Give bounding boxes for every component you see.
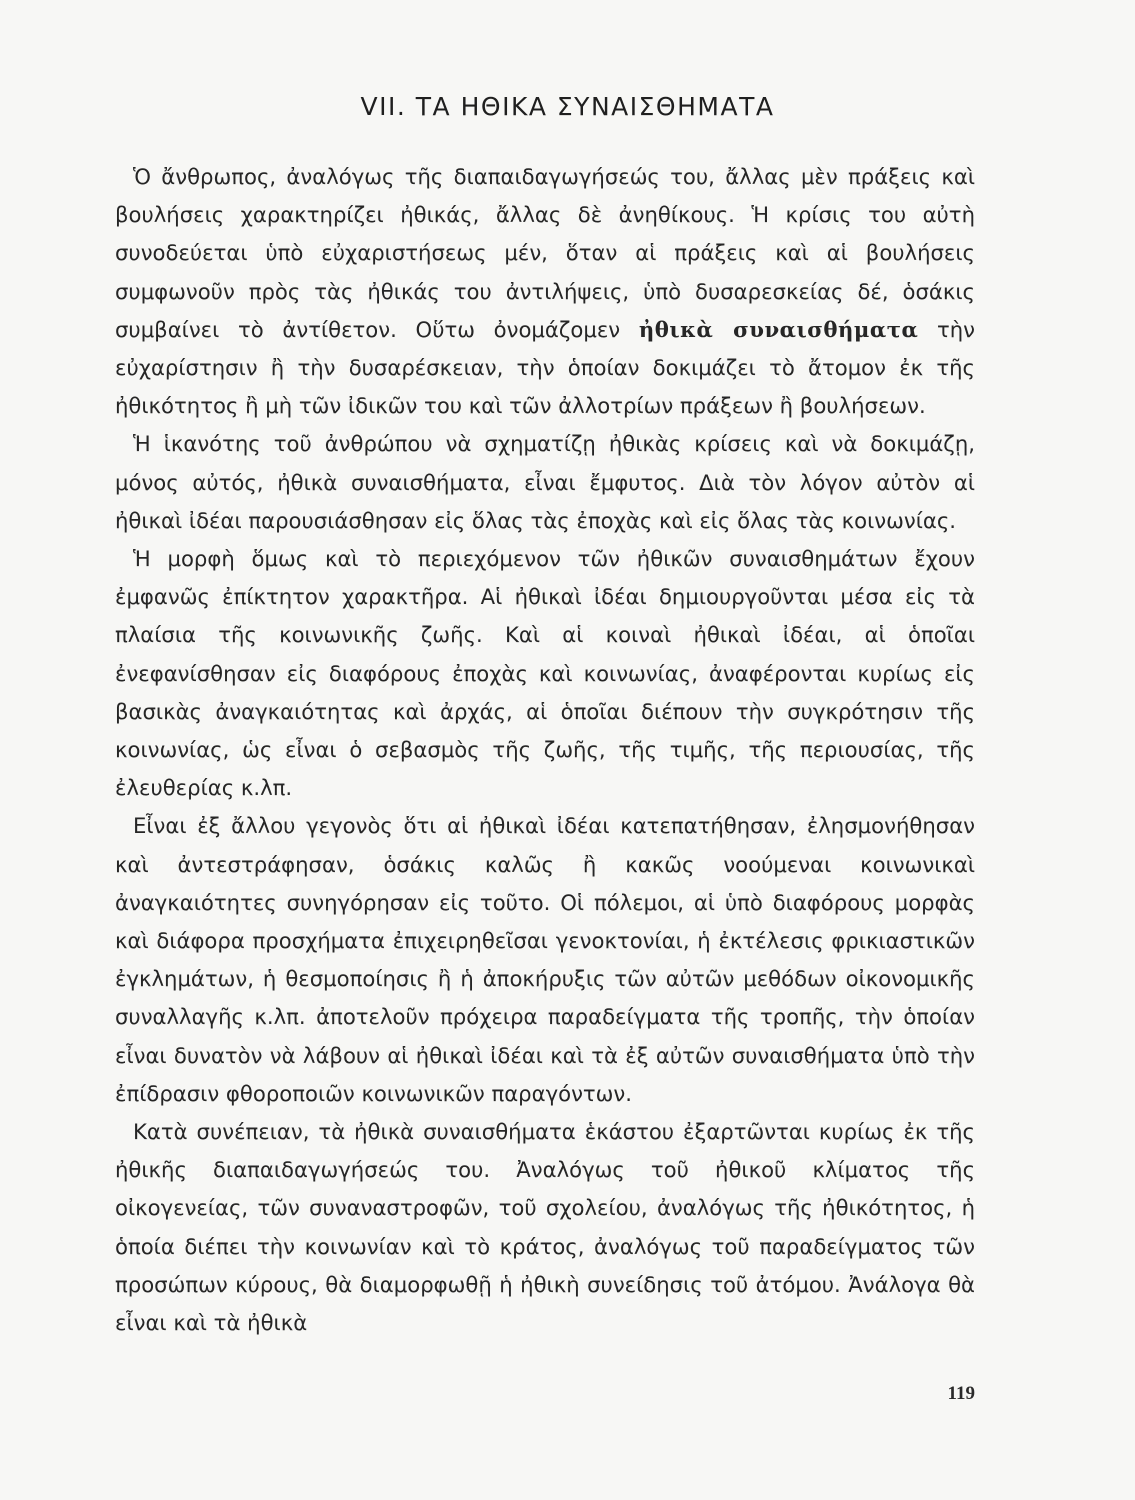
paragraph-5: Κατὰ συνέπειαν, τὰ ἠθικὰ συναισθήματα ἑκάστου ἐξαρτῶνται κυρίως ἐκ τῆς ἠθικῆς διαπαιδαγωγήσεώς του. Ἀναλόγως τοῦ ἠθικοῦ κλίματος τῆς οἰκογενείας, τῶν συναναστροφῶν, τοῦ σχολείου, ἀναλόγως τῆς ἠθικότητος, ἡ ὁποία διέπει τὴν κοινωνίαν καὶ τὸ κράτος, ἀναλόγως τοῦ παραδείγματος τῶν προσώπων κύρους, θὰ διαμορφωθῇ ἡ ἠθικὴ συνείδησις τοῦ ἀτόμου. Ἀνάλογα θὰ εἶναι καὶ τὰ ἠθικὰ: [115, 1119, 975, 1336]
paragraph-1: [115, 158, 975, 425]
paragraph-4: Εἶναι ἐξ ἄλλου γεγονὸς ὅτι αἱ ἠθικαὶ ἰδέαι κατεπατήθησαν, ἐλησμονήθησαν καὶ ἀντεστράφησαν, ὁσάκις καλῶς ἢ κακῶς νοούμεναι κοινωνικαὶ ἀναγκαιότητες συνηγόρησαν εἰς τοῦτο. Οἱ πόλεμοι, αἱ ὑπὸ διαφόρους μορφὰς καὶ διάφορα προσχήματα ἐπιχειρηθεῖσαι γενοκτονίαι, ἡ ἐκτέλεσις φρικιαστικῶν ἐγκλημάτων, ἡ θεσμοποίησις ἢ ἡ ἀποκήρυξις τῶν αὐτῶν μεθόδων οἰκονομικῆς συναλλαγῆς κ.λπ. ἀποτελοῦν πρόχειρα παραδείγματα τῆς τροπῆς, τὴν ὁποίαν εἶναι δυνατὸν νὰ λάβουν αἱ ἠθικαὶ ἰδέαι καὶ τὰ ἐξ αὐτῶν συναισθήματα ὑπὸ τὴν ἐπίδρασιν φθοροποιῶν κοινωνικῶν παραγόντων.: [115, 813, 975, 1106]
chapter-title: VII. ΤΑ ΗΘΙΚΑ ΣΥΝΑΙΣΘΗΜΑΤΑ: [360, 92, 775, 121]
paragraph-1-end: τὴν εὐχαρίστησιν ἢ τὴν δυσαρέσκειαν, τὴν ὁποίαν δοκιμάζει τὸ ἄτομον ἐκ τῆς ἠθικότητος ἢ μὴ τῶν ἰδικῶν του καὶ τῶν ἀλλοτρίων πράξεων ἢ βουλήσεων.: [115, 316, 975, 419]
body-text: [115, 158, 975, 1342]
paragraph-1-start: Ὁ ἄνθρωπος, ἀναλόγως τῆς διαπαιδαγωγήσεώς του, ἄλλας μὲν πράξεις καὶ βουλήσεις χαρακτηρίζει ἠθικάς, ἄλλας δὲ ἀνηθίκους. Ἡ κρίσις του αὐτὴ συνοδεύεται ὑπὸ εὐχαριστήσεως μέν, ὅταν αἱ πράξεις καὶ αἱ βουλήσεις συμφωνοῦν πρὸς τὰς ἠθικάς του ἀντιλήψεις, ὑπὸ δυσαρεσκείας δέ, ὁσάκις συμβαίνει τὸ ἀντίθετον. Οὕτω ὀνομάζομεν: [115, 164, 975, 342]
bold-term: ἠθικὰ συναισθήματα: [638, 316, 919, 342]
paragraph-2: Ἡ ἱκανότης τοῦ ἀνθρώπου νὰ σχηματίζῃ ἠθικὰς κρίσεις καὶ νὰ δοκιμάζῃ, μόνος αὐτός, ἠθικὰ συναισθήματα, εἶναι ἔμφυτος. Διὰ τὸν λόγον αὐτὸν αἱ ἠθικαὶ ἰδέαι παρουσιάσθησαν εἰς ὅλας τὰς ἐποχὰς καὶ εἰς ὅλας τὰς κοινωνίας.: [115, 431, 975, 533]
paragraph-3: Ἡ μορφὴ ὅμως καὶ τὸ περιεχόμενον τῶν ἠθικῶν συναισθημάτων ἔχουν ἐμφανῶς ἐπίκτητον χαρακτῆρα. Αἱ ἠθικαὶ ἰδέαι δημιουργοῦνται μέσα εἰς τὰ πλαίσια τῆς κοινωνικῆς ζωῆς. Καὶ αἱ κοιναὶ ἠθικαὶ ἰδέαι, αἱ ὁποῖαι ἐνεφανίσθησαν εἰς διαφόρους ἐποχὰς καὶ κοινωνίας, ἀναφέρονται κυρίως εἰς βασικὰς ἀναγκαιότητας καὶ ἀρχάς, αἱ ὁποῖαι διέπουν τὴν συγκρότησιν τῆς κοινωνίας, ὡς εἶναι ὁ σεβασμὸς τῆς ζωῆς, τῆς τιμῆς, τῆς περιουσίας, τῆς ἐλευθερίας κ.λπ.: [115, 546, 975, 801]
page-number: 119: [947, 1383, 975, 1404]
